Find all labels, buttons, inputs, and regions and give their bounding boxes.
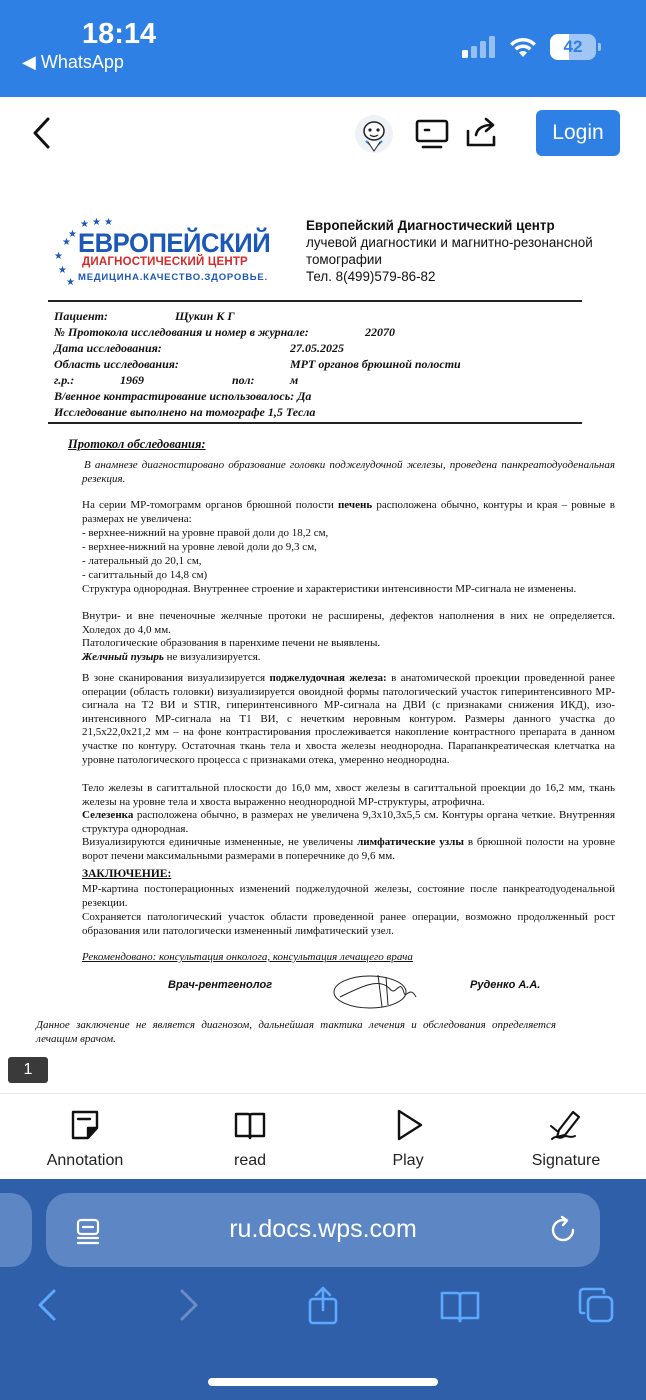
spleen-rest: расположена обычно, в размерах не увеличена 9,3х10,3х5,5 см. Контуры органа четкие. Внутренняя структура однородная. [82,809,615,835]
recommendation: Рекомендовано: консультация онколога, консультация лечащего врача [82,951,413,963]
sex-label: пол: [232,373,255,387]
birth-value: 1969 [120,373,144,387]
book-icon [233,1108,267,1142]
date-label: Дата исследования: [54,341,162,355]
play-button[interactable] [338,1094,478,1180]
clinic-info [306,217,593,285]
no-pathology: Патологические образования в паренхиме печени не выявлены. [82,637,381,649]
back-to-whatsapp-link[interactable]: ◀ WhatsApp [22,52,124,72]
tomograph-line: Исследование выполнено на томографе 1,5 Тесла [54,405,316,419]
nodes-a: Визуализируются единичные измененные, не увеличены [82,836,358,848]
doctor-role: Врач-рентгенолог [168,979,273,991]
annotation-button[interactable] [15,1094,155,1180]
lymph-nodes-paragraph [82,836,615,863]
pancreas-paragraph [82,672,615,767]
liver-intro-b: расположена обычно, контуры и края – ровные в размерах не увеличена: [82,499,615,525]
previous-tab-ghost[interactable] [0,1193,32,1267]
gallbladder [82,651,261,665]
battery-indicator [550,34,596,60]
pancreas-b: в анатомической проекции проведенной ранее операции (область головки) визуализируется овоидной формы патологический участок гиперинтенсивного МР-сигнала на Т2 ВИ и STIR, гиперинтенсивного МР-сигнала на ДВИ (с признаками снижения ИКД), изо-интенсивного МР-сигнала на Т1 ВИ, с нечетким неровным контуром. Размеры данного участка до 21,5х22,0х21,2 мм – на фоне контрастирования прослеживается накопление контрастного препарата в данном участке по контуру. Остаточная ткань тела и хвоста железы неоднородна. Парапанкреатическая клетчатка на уровне патологического процесса с признаками отека, умеренно неоднородна. [82,672,616,766]
clinic-phone: Тел. 8(499)579-86-82 [306,269,436,284]
logo-sub-text: ДИАГНОСТИЧЕСКИЙ ЦЕНТР [82,256,248,268]
clinic-line3: томографии [306,252,382,267]
logo-main-text: ЕВРОПЕЙСКИЙ [78,228,271,258]
annotation-label: Annotation [46,1152,124,1169]
document-page [0,171,646,1093]
gallbladder-word: Желчный пузырь [82,651,164,663]
browser-forward-icon[interactable] [168,1285,208,1325]
wifi-icon [508,36,538,58]
sex-value: м [290,373,299,387]
bile-ducts: Внутри- и вне печеночные желчные протоки не расширены, дефектов наполнения в них не определяется. Холедох до 4,0 мм. [82,610,615,636]
doctor-name: Руденко А.А. [470,979,541,991]
back-chevron-icon[interactable] [28,115,56,151]
share-icon[interactable] [464,115,498,149]
annotation-icon [68,1108,102,1142]
signature-button[interactable] [496,1094,636,1180]
document-viewer[interactable] [0,171,646,1093]
bottom-actions-bar [0,1093,646,1179]
safari-toolbar [0,1179,646,1400]
tabs-icon[interactable] [576,1285,616,1325]
liver-intro [82,499,615,526]
browser-share-icon[interactable] [303,1285,343,1325]
nodes-word: лимфатические узлы [357,836,464,848]
reload-icon[interactable] [548,1215,578,1245]
page-number-badge: 1 [8,1057,48,1083]
pancreas-a: В зоне сканирования визуализируется [82,672,270,684]
patient-label: Пациент: [54,309,108,323]
url-text: ru.docs.wps.com [229,1215,417,1243]
protocol-title: Протокол обследования: [68,437,206,451]
birth-label: г.р.: [54,373,75,387]
conclusion-1: МР-картина постоперационных изменений поджелудочной железы, состояние после панкреатодуоденальной резекции. [82,883,615,909]
spleen-paragraph [82,809,615,836]
login-button[interactable]: Login [536,110,620,156]
clinic-line2: лучевой диагностики и магнитно-резонансной [306,235,593,250]
play-icon [391,1108,425,1142]
status-time: 18:14 [82,18,157,50]
liver-size-2: - верхнее-нижний на уровне левой доли до 9,3 см, [82,541,317,553]
signal-icon [462,36,496,58]
protocol-value: 22070 [365,325,395,339]
address-bar[interactable] [46,1193,600,1267]
app-toolbar [0,97,646,171]
liver-size-3: - латеральный до 20,1 см, [82,555,202,567]
doctor-signature [330,967,422,1013]
clinic-logo: ★ ★ ★ ★ ★ ★ ★ ★ ЕВРОПЕЙСКИЙ ДИАГНОСТИЧЕСКИЙ ЦЕНТР МЕДИЦИНА.КАЧЕСТВО.ЗДОРОВЬЕ. [54,217,271,288]
contrast-line: В/венное контрастирование использовалось: Да [54,389,312,403]
play-label: Play [392,1152,424,1169]
meta-divider [48,422,582,424]
browser-back-icon[interactable] [28,1285,68,1325]
signature-icon [549,1108,583,1142]
mascot-avatar-icon[interactable] [355,115,393,153]
liver-structure: Структура однородная. Внутреннее строение и характеристики интенсивности МР-сигнала не изменены. [82,583,577,595]
liver-intro-a: На серии МР-томограмм органов брюшной полости [82,499,338,511]
conclusion-2: Сохраняется патологический участок области проведенной ранее операции, возможно продолженный рост образования или патологически измененный лимфатический узел. [82,911,615,937]
clinic-name: Европейский Диагностический центр [306,218,555,233]
pancreas-body: Тело железы в сагиттальной плоскости до 16,0 мм, хвост железы в сагиттальной проекции до 16,2 мм, ткань железы на уровне тела и хвоста выраженно неоднородной МР-структуры, атрофична. [82,782,615,808]
spleen-word: Селезенка [82,809,134,821]
home-indicator[interactable] [208,1378,438,1386]
battery-level: 42 [563,37,583,56]
pancreas-word: поджелудочная железа: [269,672,387,684]
presentation-icon[interactable] [415,117,449,151]
read-button[interactable] [180,1094,320,1180]
anamnesis: В анамнезе диагностировано образование головки поджелудочной железы, проведена панкреатодуоденальная резекция. [82,459,615,485]
status-bar [0,0,646,97]
signature-label: Signature [531,1152,601,1169]
area-label: Область исследования: [54,357,179,371]
bookmarks-icon[interactable] [440,1285,480,1325]
liver-word: печень [337,499,373,511]
liver-size-4: - сагиттальный до 14,8 см) [82,569,208,581]
protocol-label: № Протокола исследования и номер в журнале: [54,325,309,339]
patient-value: Щукин К Г [175,309,235,323]
liver-size-1: - верхнее-нижний на уровне правой доли до 18,2 см, [82,527,329,539]
status-icons [462,34,596,60]
header-divider [48,300,582,302]
date-value: 27.05.2025 [290,341,344,355]
read-label: read [233,1152,267,1169]
area-value: МРТ органов брюшной полости [290,357,461,371]
gallbladder-rest: не визуализируется. [163,651,261,663]
nodes-b: в брюшной полости на уровне ворот печени максимальными размерами в поперечнике до 9,6 мм. [82,836,615,862]
logo-slogan: МЕДИЦИНА.КАЧЕСТВО.ЗДОРОВЬЕ. [78,272,268,283]
conclusion-heading: ЗАКЛЮЧЕНИЕ: [82,868,172,880]
disclaimer: Данное заключение не является диагнозом, дальнейшая тактика лечения и обследования определяется лечащим врачом. [36,1019,556,1045]
